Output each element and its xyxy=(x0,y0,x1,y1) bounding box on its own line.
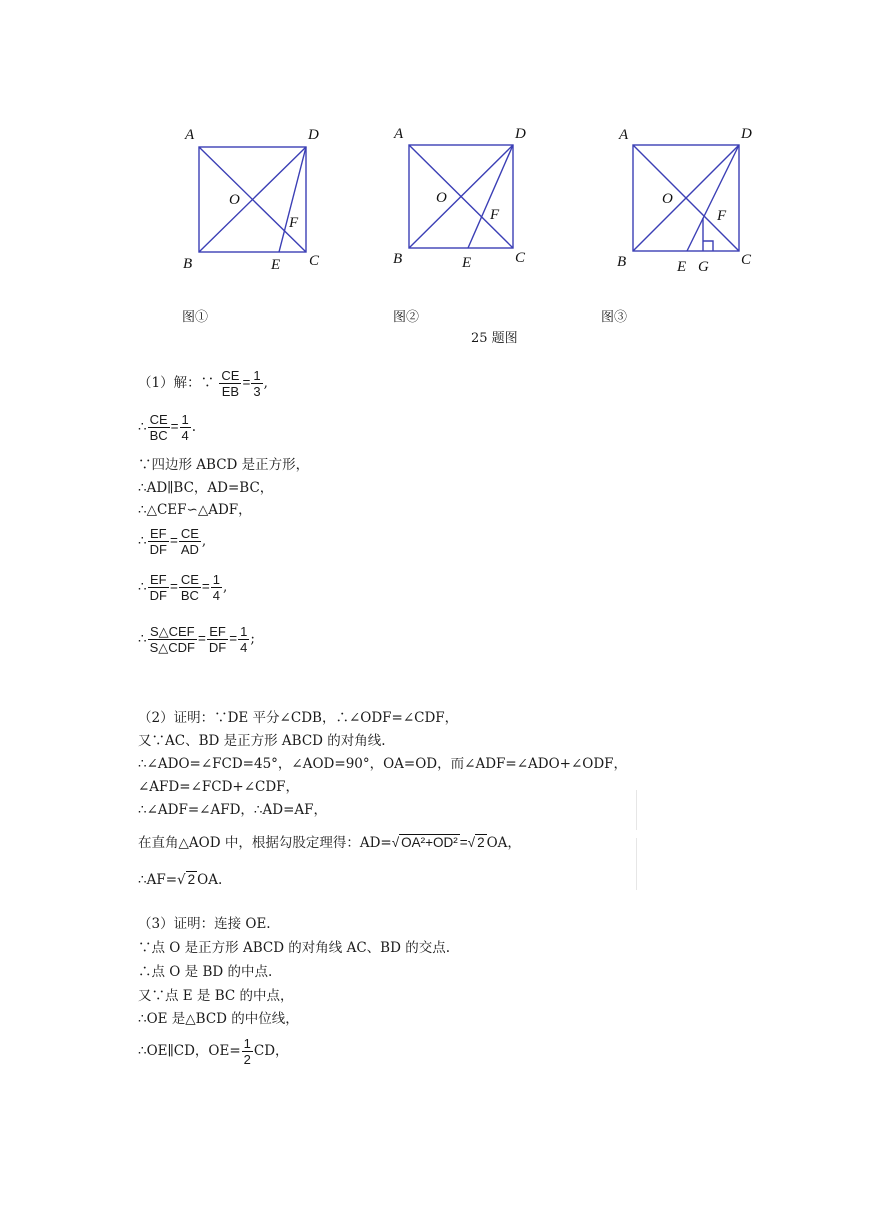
figure-1 xyxy=(199,147,306,252)
fraction: $\frac{EF}{DF}$ xyxy=(208,624,227,655)
p3-line6: ∴OE∥CD，OE= $\frac{1}{2}$ CD， xyxy=(138,1036,289,1067)
fraction: $\frac{CE}{BC}$ xyxy=(149,412,168,443)
fig1-label-O: O xyxy=(229,192,240,208)
p3-line2: ∵点 O 是正方形 ABCD 的对角线 AC、BD 的交点. xyxy=(138,940,451,956)
p1-l1-pre: （1）解：∵ xyxy=(138,375,215,391)
p1-line7: ∴ $\frac{EF}{DF}$ = $\frac{CE}{BC}$ = $\frac{1}{4}$ , xyxy=(138,572,228,603)
p1-line4: ∴AD∥BC，AD=BC， xyxy=(138,480,274,496)
sqrt-radicand: OA²+OD² xyxy=(401,835,458,850)
figures-svg xyxy=(0,0,869,300)
scan-artifact xyxy=(636,838,641,890)
fraction: $\frac{1}{4}$ xyxy=(212,572,221,603)
fig3-label-B: B xyxy=(617,254,627,270)
fig2-label-F: F xyxy=(490,207,500,223)
fraction: $\frac{CE}{AD}$ xyxy=(180,526,199,557)
fig2-label-D: D xyxy=(515,126,526,142)
fig3-label-C: C xyxy=(741,252,752,268)
fraction: $\frac{1}{3}$ xyxy=(253,368,261,399)
sqrt-radicand: 2 xyxy=(477,835,485,850)
fig1-label-A: A xyxy=(185,127,195,143)
sqrt-radicand: 2 xyxy=(187,872,196,887)
fig3-label-A: A xyxy=(619,127,629,143)
p2-line7: ∴AF=√ 2 OA. xyxy=(138,872,223,888)
fraction: $\frac{1}{4}$ xyxy=(240,624,248,655)
p3-line4: 又∵点 E 是 BC 的中点， xyxy=(138,988,294,1004)
fraction: $\frac{CE}{EB}$ xyxy=(221,368,240,399)
fig3-label-E: E xyxy=(677,259,687,275)
fig2-label-B: B xyxy=(393,251,403,267)
fig2-label-E: E xyxy=(462,255,472,271)
fraction: $\frac{CE}{BC}$ xyxy=(180,572,199,603)
p2-line5: ∴∠ADF=∠AFD，∴AD=AF， xyxy=(138,802,327,818)
caption-fig1: 图① xyxy=(182,310,209,325)
caption-fig2: 图② xyxy=(393,310,420,325)
fraction: $\frac{EF}{DF}$ xyxy=(149,572,167,603)
p3-line5: ∴OE 是△BCD 的中位线， xyxy=(138,1011,299,1027)
p1-line1: （1）解：∵ $\frac{CE}{EB}$ = $\frac{1}{3}$ , xyxy=(138,368,268,399)
p2-line2: 又∵AC、BD 是正方形 ABCD 的对角线. xyxy=(138,733,386,749)
fraction: $\frac{1}{2}$ xyxy=(243,1036,251,1067)
figure-title: 25 题图 xyxy=(471,331,518,346)
p1-line3: ∵四边形 ABCD 是正方形， xyxy=(138,457,310,473)
p1-line8: ∴ $\frac{\text{S△CEF}}{\text{S△CDF}}$ = $\frac{EF}{DF}$ = $\frac{1}{4}$ ; xyxy=(138,624,255,655)
fig3-label-O: O xyxy=(662,191,673,207)
fig2-label-C: C xyxy=(515,250,526,266)
fig1-label-E: E xyxy=(271,257,281,273)
p1-line5: ∴△CEF∽△ADF， xyxy=(138,502,252,518)
fig3-label-D: D xyxy=(741,126,752,142)
p2-line4: ∠AFD=∠FCD+∠CDF， xyxy=(138,779,300,795)
figure-2 xyxy=(409,145,513,248)
p3-line1: （3）证明：连接 OE. xyxy=(138,916,271,932)
fig1-label-D: D xyxy=(308,127,319,143)
p1-line6: ∴ $\frac{EF}{DF}$ = $\frac{CE}{AD}$ , xyxy=(138,526,207,557)
fig1-label-F: F xyxy=(289,215,299,231)
fig3-label-F: F xyxy=(717,208,727,224)
scan-artifact xyxy=(636,790,641,830)
fig1-label-B: B xyxy=(183,256,193,272)
p2-line1: （2）证明：∵DE 平分∠CDB，∴∠ODF=∠CDF， xyxy=(138,710,459,726)
fig2-label-O: O xyxy=(436,190,447,206)
fraction: $\frac{\text{S△CEF}}{\text{S△CDF}}$ xyxy=(149,624,195,655)
fig1-label-C: C xyxy=(309,253,320,269)
p3-line3: ∴点 O 是 BD 的中点. xyxy=(138,964,273,980)
fig2-label-A: A xyxy=(394,126,404,142)
fig3-label-G: G xyxy=(698,259,709,275)
fraction: $\frac{EF}{DF}$ xyxy=(149,526,167,557)
p1-line2: ∴ $\frac{CE}{BC}$ = $\frac{1}{4}$ . xyxy=(138,412,197,443)
figure-3 xyxy=(633,145,739,251)
p2-line3: ∴∠ADO=∠FCD=45°，∠AOD=90°，OA=OD，而∠ADF=∠ADO+∠ODF， xyxy=(138,756,628,772)
p2-line6: 在直角△AOD 中，根据勾股定理得：AD=√ OA²+OD² =√ 2 OA， xyxy=(138,835,521,851)
fraction: $\frac{1}{4}$ xyxy=(181,412,189,443)
caption-fig3: 图③ xyxy=(601,310,628,325)
